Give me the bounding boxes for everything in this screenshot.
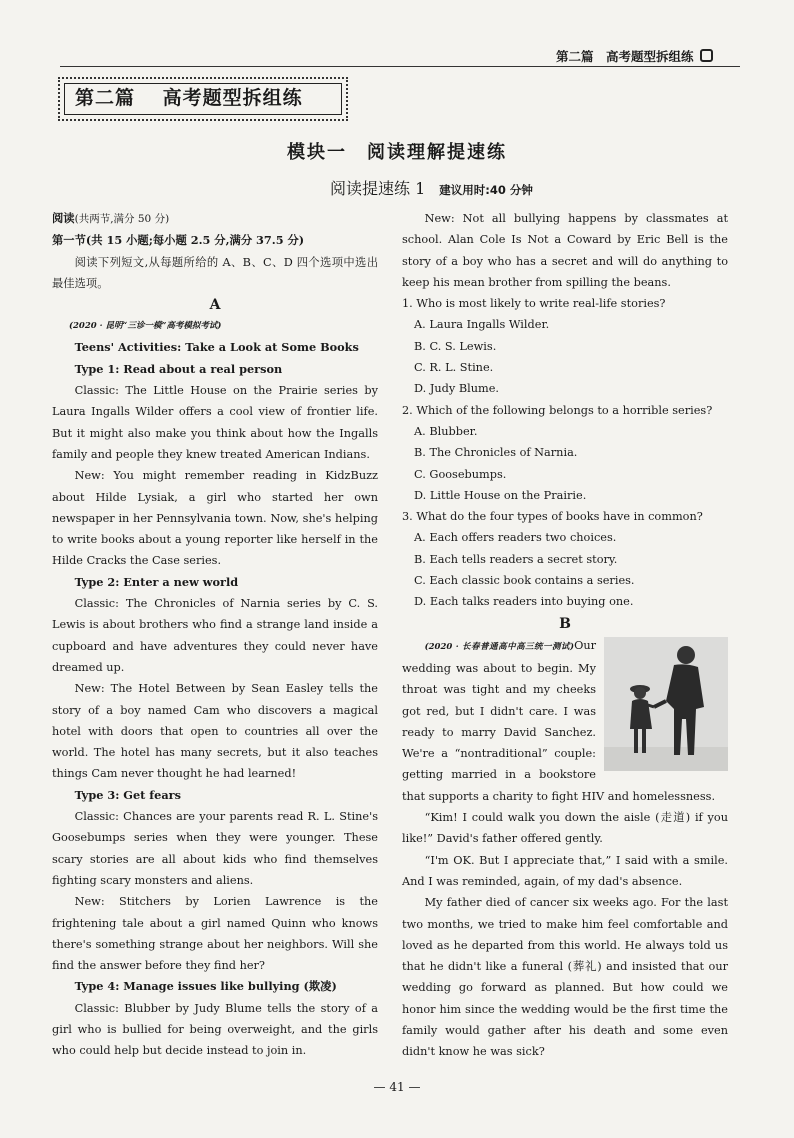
- square-icon: [700, 49, 713, 62]
- q2-option-d: D. Little House on the Prairie.: [414, 488, 587, 502]
- q2-option-c: C. Goosebumps.: [414, 467, 507, 481]
- instructions: 阅读下列短文,从每题所给的 A、B、C、D 四个选项中选出最佳选项。: [52, 255, 378, 290]
- header-rule: [60, 66, 740, 67]
- passage-b-para4: My father died of cancer six weeks ago. For the last two months, we tried to make him feel comfortable and loved as he departed from this world. He always told us that he didn't like a funeral (葬礼) and insisted that our wedding go forward as planned. But how could we honor him since the wedding would be the first time the family would gather after his death and some even didn't know he was sick?: [402, 896, 728, 1059]
- page-number: — 41 —: [373, 1080, 421, 1094]
- q3-option-a: A. Each offers readers two choices.: [414, 531, 617, 545]
- q3-option-d: D. Each talks readers into buying one.: [414, 595, 634, 609]
- type2-heading: Type 2: Enter a new world: [74, 574, 239, 589]
- type4-heading: Type 4: Manage issues like bullying (欺凌): [74, 979, 337, 994]
- q3-option-b: B. Each tells readers a secret story.: [414, 552, 618, 566]
- passage-a-title: Teens' Activities: Take a Look at Some Books: [74, 340, 359, 355]
- type3-classic: Classic: Chances are your parents read R. L. Stine's Goosebumps series when they were younger. These scary stories are all about kids who find themselves fighting scary monsters and aliens.: [52, 810, 378, 887]
- passage-b-para3: “I'm OK. But I appreciate that,” I said with a smile. And I was reminded, again, of my dad's absence.: [402, 853, 728, 888]
- q1-option-b: B. C. S. Lewis.: [414, 339, 497, 353]
- left-column: [52, 208, 378, 1062]
- practice-heading: [330, 176, 533, 199]
- type2-classic: Classic: The Chronicles of Narnia series by C. S. Lewis is about brothers who find a strange land inside a cupboard and have adventures they could never have dreamed up.: [52, 597, 378, 674]
- type1-heading: Type 1: Read about a real person: [74, 361, 283, 376]
- module-title: 模块一 阅读理解提速练: [287, 142, 507, 163]
- passage-b-label: B: [559, 615, 571, 632]
- q1-option-d: D. Judy Blume.: [414, 382, 500, 396]
- type4-new: New: Not all bullying happens by classmates at school. Alan Cole Is Not a Coward by Eric Bell is the story of a boy who has a secret and will do anything to keep his mean brother from spilling the beans.: [402, 212, 728, 289]
- passage-a-source: (2020 · 昆明“三诊一模”高考模拟考试): [69, 321, 222, 332]
- part1-heading: 第一节(共 15 小题;每小题 2.5 分,满分 37.5 分): [52, 233, 305, 248]
- question-3: 3. What do the four types of books have in common?: [402, 510, 703, 524]
- type1-classic: Classic: The Little House on the Prairie series by Laura Ingalls Wilder offers a cool view of frontier life. But it might also make you think about how the Ingalls family and people they knew treated American Indians.: [52, 384, 378, 461]
- passage-b-para1: (2020 · 长春普通高中高三统一测试)Our wedding was about to begin. My throat was tight and my cheeks got red, but I didn't care. I was ready to marry David Sanchez. We're a “nontraditional” couple: getting married in a bookstore that supports a charity to fight HIV and homelessness.: [402, 638, 716, 803]
- type2-new: New: The Hotel Between by Sean Easley tells the story of a boy named Cam who discovers a magical hotel with doors that open to countries all over the world. The hotel has many secrets, but it also teaches things Cam never thought he had learned!: [52, 682, 378, 781]
- right-column: [402, 208, 728, 1063]
- type3-heading: Type 3: Get fears: [74, 787, 181, 802]
- question-1: 1. Who is most likely to write real-life stories?: [402, 297, 666, 311]
- passage-b-para2: “Kim! I could walk you down the aisle (走道) if you like!” David's father offered gently.: [402, 811, 728, 846]
- father-daughter-photo: [604, 637, 728, 771]
- passage-a-label: A: [209, 297, 221, 314]
- section-heading: 阅读(共两节,满分 50 分): [52, 211, 170, 225]
- running-header: 第二篇 高考题型拆组练: [556, 47, 713, 65]
- q1-option-a: A. Laura Ingalls Wilder.: [414, 318, 550, 332]
- q2-option-a: A. Blubber.: [414, 424, 478, 438]
- q3-option-c: C. Each classic book contains a series.: [414, 574, 635, 588]
- q1-option-c: C. R. L. Stine.: [414, 361, 494, 375]
- suggested-time: 建议用时:40 分钟: [439, 183, 533, 197]
- part-title-box: [58, 77, 348, 121]
- practice-title: 阅读提速练 1: [330, 179, 426, 198]
- type3-new: New: Stitchers by Lorien Lawrence is the frightening tale about a girl named Quinn who knows there's something strange about her neighbors. Will she find the answer before they find her?: [52, 895, 378, 973]
- q2-option-b: B. The Chronicles of Narnia.: [414, 446, 578, 460]
- part-title: 第二篇 高考题型拆组练: [64, 83, 342, 115]
- question-2: 2. Which of the following belongs to a horrible series?: [402, 403, 713, 417]
- type4-classic: Classic: Blubber by Judy Blume tells the story of a girl who is bullied for being overweight, and the girls who could help but decide instead to join in.: [52, 1001, 378, 1058]
- type1-new: New: You might remember reading in KidzBuzz about Hilde Lysiak, a girl who started her own newspaper in her Pennsylvania town. Now, she's helping to write books about a young reporter like herself in the Hilde Cracks the Case series.: [52, 469, 378, 568]
